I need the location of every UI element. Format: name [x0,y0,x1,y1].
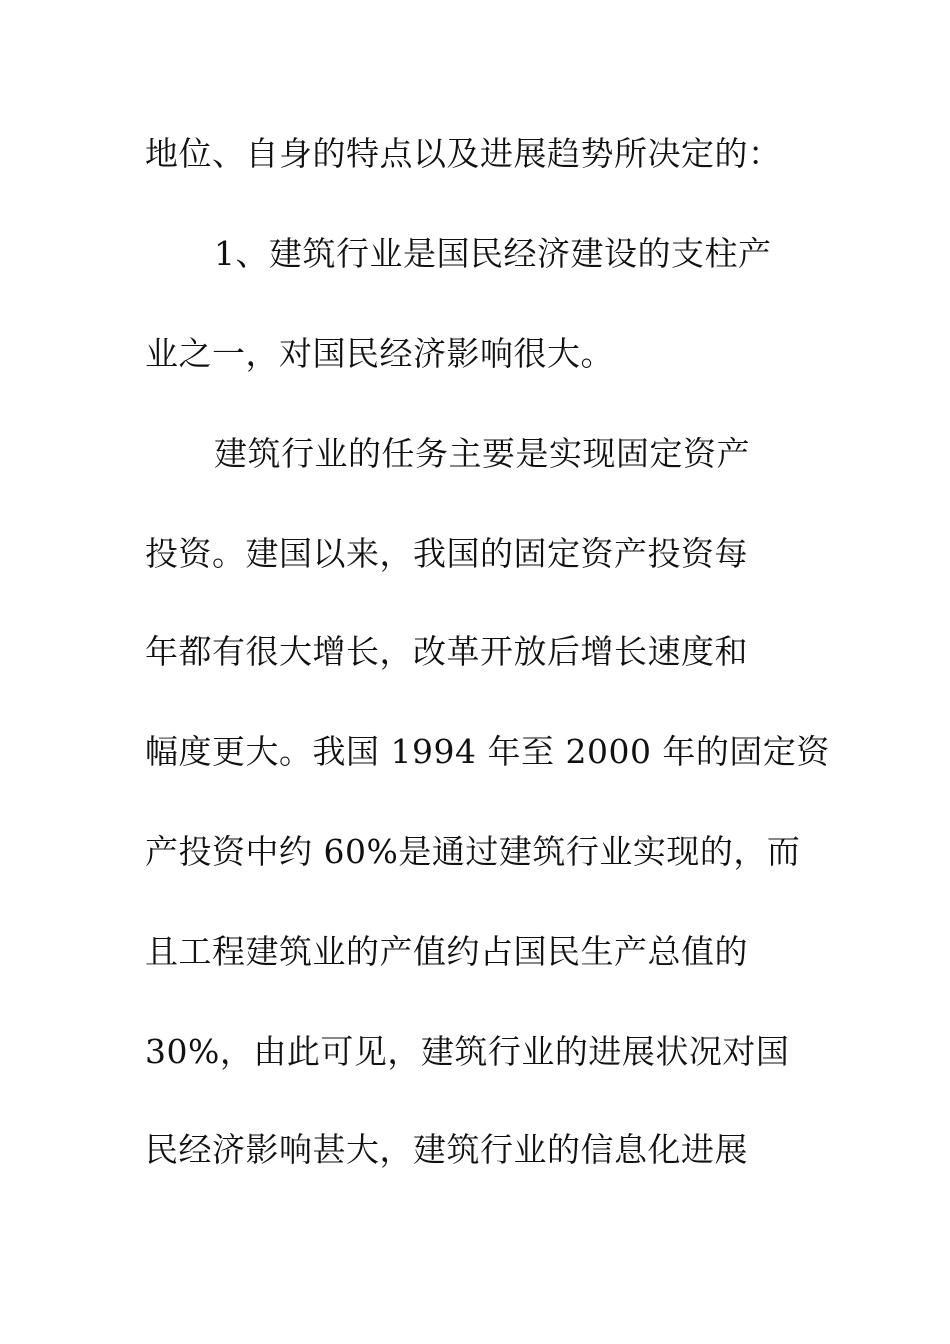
text-line: 民经济影响甚大，建筑行业的信息化进展 [145,1130,748,1169]
text-line: 幅度更大。我国 1994 年至 2000 年的固定资 [145,732,830,771]
text-line: 且工程建筑业的产值约占国民生产总值的 [145,932,748,971]
text-line: 产投资中约 60%是通过建筑行业实现的，而 [145,832,801,871]
text-line: 地位、自身的特点以及进展趋势所决定的： [145,134,782,173]
text-line: 年都有很大增长，改革开放后增长速度和 [145,632,748,671]
text-line: 1、建筑行业是国民经济建设的支柱产 [214,234,772,273]
text-line: 投资。建国以来，我国的固定资产投资每 [145,534,748,573]
text-line: 建筑行业的任务主要是实现固定资产 [214,434,750,473]
text-line: 业之一，对国民经济影响很大。 [145,334,614,373]
text-line: 30%，由此可见，建筑行业的进展状况对国 [145,1032,790,1071]
